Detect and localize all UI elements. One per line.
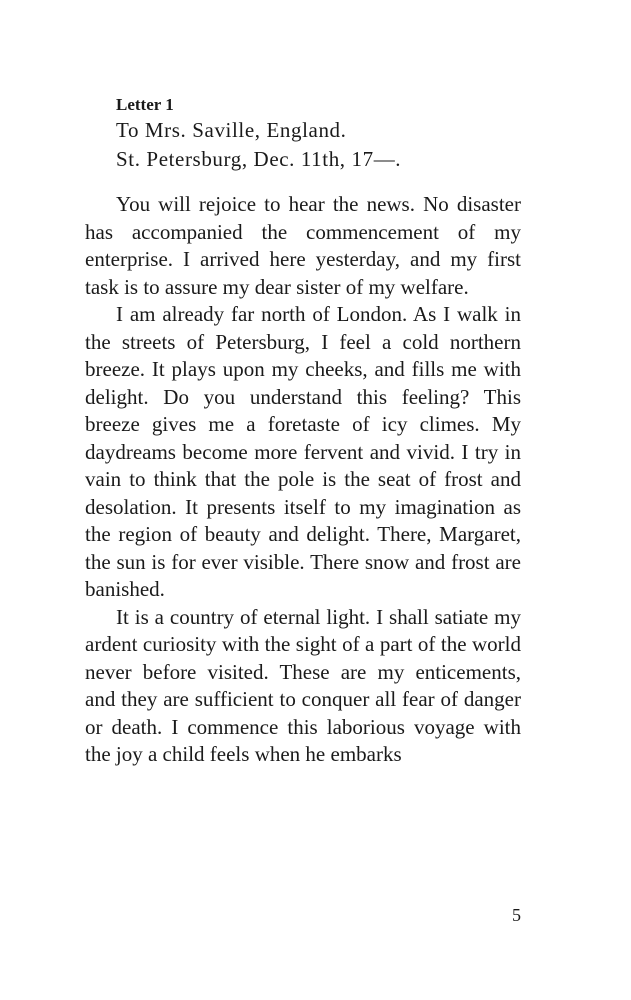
- page-body: [85, 94, 521, 769]
- letter-header: [85, 94, 521, 174]
- letter-recipient: To Mrs. Saville, England.: [116, 118, 347, 142]
- paragraph-2: I am already far north of London. As I walk in the streets of Petersburg, I feel a cold northern breeze. It plays upon my cheeks, and fills me with delight. Do you understand this feeling? This breeze gives me a foretaste of icy climes. My daydreams become more fervent and vivid. I try in vain to think that the pole is the seat of frost and desolation. It presents itself to my imagination as the region of beauty and delight. There, Margaret, the sun is for ever visible. There snow and frost are banished.: [85, 302, 521, 601]
- page-number: 5: [512, 905, 521, 925]
- paragraph-1: You will rejoice to hear the news. No disaster has accompanied the commencement of my enterprise. I arrived here yesterday, and my first task is to assure my dear sister of my welfare.: [85, 192, 521, 299]
- letter-place-date: St. Petersburg, Dec. 11th, 17—.: [116, 147, 402, 171]
- letter-title: Letter 1: [116, 95, 174, 114]
- paragraph-3: It is a country of eternal light. I shall satiate my ardent curiosity with the sight of a part of the world never before visited. These are my enticements, and they are sufficient to conquer all fear of danger or death. I commence this laborious voyage with the joy a child feels when he embarks: [85, 604, 521, 766]
